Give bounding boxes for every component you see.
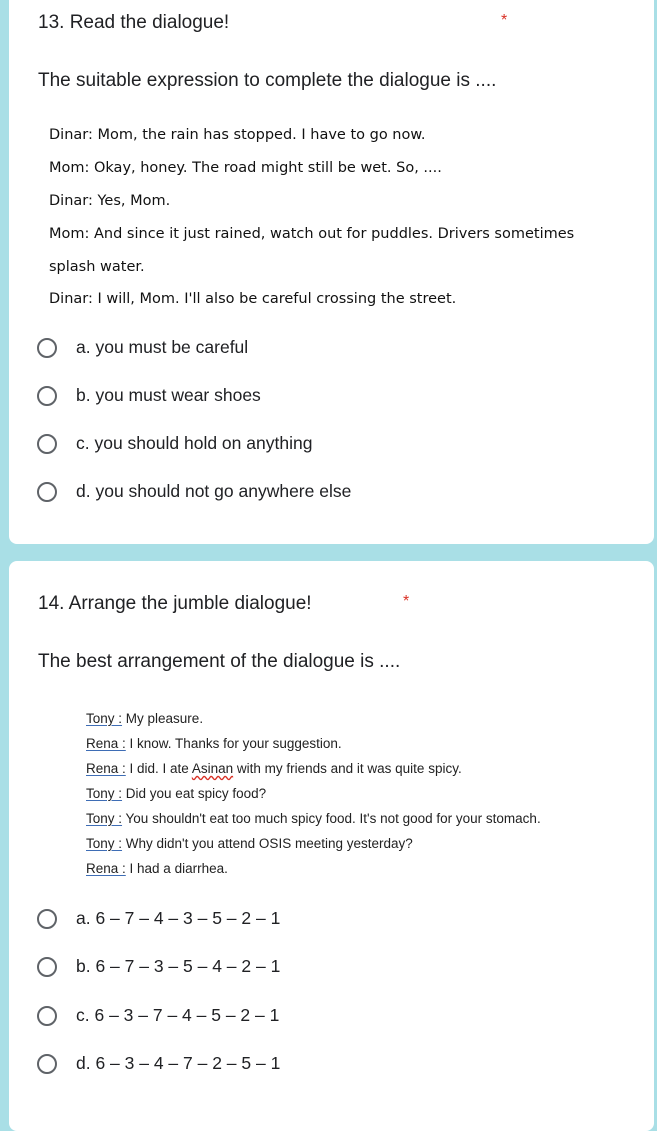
- radio-button[interactable]: [37, 434, 57, 454]
- radio-button[interactable]: [37, 909, 57, 929]
- speaker-name: Rena :: [86, 861, 126, 876]
- option-label[interactable]: d. you should not go anywhere else: [76, 481, 352, 501]
- radio-button[interactable]: [37, 338, 57, 358]
- dialogue-line: [86, 761, 462, 776]
- option-label[interactable]: d. 6 – 3 – 4 – 7 – 2 – 5 – 1: [76, 1053, 281, 1073]
- dialogue-line: [86, 736, 342, 751]
- dialogue-line: Dinar: I will, Mom. I'll also be careful crossing the street.: [49, 291, 457, 307]
- dialogue-line: [86, 811, 541, 826]
- required-asterisk: *: [501, 12, 508, 29]
- dialogue-line: [86, 861, 228, 876]
- radio-button[interactable]: [37, 1006, 57, 1026]
- question-13-title: 13. Read the dialogue!: [38, 12, 230, 33]
- dialogue-line: [86, 786, 266, 801]
- dialogue-text: Did you eat spicy food?: [122, 786, 267, 801]
- dialogue-line: [86, 711, 203, 726]
- speaker-name: Tony :: [86, 711, 123, 726]
- question-13-card: [9, 0, 654, 544]
- question-14-title: 14. Arrange the jumble dialogue!: [38, 593, 312, 614]
- required-asterisk: *: [403, 593, 410, 610]
- radio-button[interactable]: [37, 482, 57, 502]
- speaker-name: Rena :: [86, 761, 126, 776]
- dialogue-line: [86, 836, 413, 851]
- dialogue-text: Why didn't you attend OSIS meeting yesterday?: [122, 836, 413, 851]
- radio-button[interactable]: [37, 386, 57, 406]
- dialogue-line: Mom: And since it just rained, watch out for puddles. Drivers sometimes: [49, 226, 575, 242]
- radio-button[interactable]: [37, 1054, 57, 1074]
- radio-button[interactable]: [37, 957, 57, 977]
- question-14-card: [9, 561, 654, 1131]
- dialogue-line: Dinar: Mom, the rain has stopped. I have to go now.: [49, 127, 426, 143]
- speaker-name: Tony :: [86, 811, 123, 826]
- misspelled-word: Asinan: [191, 761, 234, 776]
- dialogue-text: I had a diarrhea.: [125, 861, 228, 876]
- speaker-name: Tony :: [86, 836, 123, 851]
- option-label[interactable]: c. 6 – 3 – 7 – 4 – 5 – 2 – 1: [76, 1005, 280, 1025]
- dialogue-text: I did. I ate: [125, 761, 192, 776]
- dialogue-text: I know. Thanks for your suggestion.: [125, 736, 342, 751]
- question-13-description: The suitable expression to complete the dialogue is ....: [38, 70, 497, 91]
- speaker-name: Tony :: [86, 786, 123, 801]
- dialogue-text: My pleasure.: [122, 711, 204, 726]
- dialogue-text: with my friends and it was quite spicy.: [233, 761, 462, 776]
- dialogue-line: splash water.: [49, 259, 145, 275]
- option-label[interactable]: a. you must be careful: [76, 337, 249, 357]
- option-label[interactable]: b. 6 – 7 – 3 – 5 – 4 – 2 – 1: [76, 956, 281, 976]
- question-14-description: The best arrangement of the dialogue is ....: [38, 651, 401, 672]
- dialogue-line: Mom: Okay, honey. The road might still be wet. So, ....: [49, 160, 442, 176]
- option-label[interactable]: b. you must wear shoes: [76, 385, 261, 405]
- option-label[interactable]: a. 6 – 7 – 4 – 3 – 5 – 2 – 1: [76, 908, 281, 928]
- speaker-name: Rena :: [86, 736, 126, 751]
- dialogue-line: Dinar: Yes, Mom.: [49, 193, 171, 209]
- option-label[interactable]: c. you should hold on anything: [76, 433, 313, 453]
- dialogue-text: You shouldn't eat too much spicy food. It's not good for your stomach.: [122, 811, 541, 826]
